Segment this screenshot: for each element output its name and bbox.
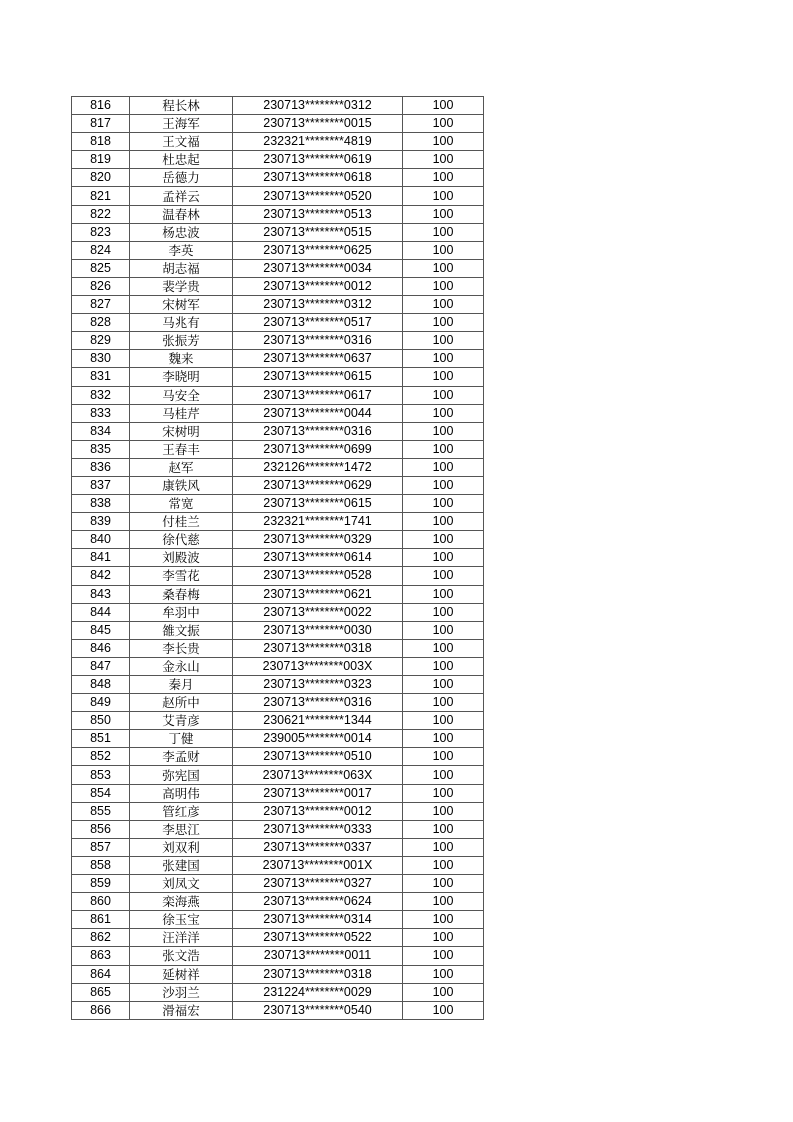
name-cell: 宋树军: [130, 296, 233, 314]
table-row: [72, 802, 484, 820]
name-cell: 魏来: [130, 350, 233, 368]
row-number-cell: 866: [72, 1001, 130, 1019]
name-cell: 胡志福: [130, 259, 233, 277]
id-number-cell: 230713********0318: [233, 639, 403, 657]
id-number-cell: 230713********0337: [233, 838, 403, 856]
id-number-cell: 230713********0017: [233, 784, 403, 802]
row-number-cell: 854: [72, 784, 130, 802]
row-number-cell: 843: [72, 585, 130, 603]
name-cell: 弥宪国: [130, 766, 233, 784]
row-number-cell: 828: [72, 314, 130, 332]
id-number-cell: 232321********1741: [233, 513, 403, 531]
amount-cell: 100: [403, 151, 484, 169]
row-number-cell: 853: [72, 766, 130, 784]
table-row: [72, 676, 484, 694]
amount-cell: 100: [403, 802, 484, 820]
id-number-cell: 230713********063X: [233, 766, 403, 784]
amount-cell: 100: [403, 549, 484, 567]
name-cell: 马兆有: [130, 314, 233, 332]
name-cell: 汪洋洋: [130, 929, 233, 947]
name-cell: 延树祥: [130, 965, 233, 983]
amount-cell: 100: [403, 404, 484, 422]
amount-cell: 100: [403, 929, 484, 947]
row-number-cell: 835: [72, 440, 130, 458]
id-number-cell: 230713********0615: [233, 495, 403, 513]
amount-cell: 100: [403, 639, 484, 657]
row-number-cell: 849: [72, 694, 130, 712]
name-cell: 李思江: [130, 820, 233, 838]
table-row: [72, 404, 484, 422]
row-number-cell: 857: [72, 838, 130, 856]
table-row: [72, 458, 484, 476]
id-number-cell: 230713********0540: [233, 1001, 403, 1019]
row-number-cell: 848: [72, 676, 130, 694]
id-number-cell: 230713********0515: [233, 223, 403, 241]
amount-cell: 100: [403, 838, 484, 856]
name-cell: 赵军: [130, 458, 233, 476]
amount-cell: 100: [403, 1001, 484, 1019]
id-number-cell: 230713********0030: [233, 621, 403, 639]
id-number-cell: 230713********0314: [233, 911, 403, 929]
id-number-cell: 230713********0312: [233, 97, 403, 115]
id-number-cell: 231224********0029: [233, 983, 403, 1001]
id-number-cell: 230713********0621: [233, 585, 403, 603]
table-row: [72, 712, 484, 730]
table-row: [72, 115, 484, 133]
name-cell: 管红彦: [130, 802, 233, 820]
table-row: [72, 838, 484, 856]
amount-cell: 100: [403, 531, 484, 549]
table-row: [72, 495, 484, 513]
name-cell: 李雪花: [130, 567, 233, 585]
table-row: [72, 440, 484, 458]
id-number-cell: 230713********0044: [233, 404, 403, 422]
row-number-cell: 846: [72, 639, 130, 657]
row-number-cell: 855: [72, 802, 130, 820]
table-row: [72, 277, 484, 295]
name-cell: 徐代慈: [130, 531, 233, 549]
row-number-cell: 840: [72, 531, 130, 549]
name-cell: 张振芳: [130, 332, 233, 350]
amount-cell: 100: [403, 875, 484, 893]
table-row: [72, 983, 484, 1001]
amount-cell: 100: [403, 115, 484, 133]
table-row: [72, 639, 484, 657]
row-number-cell: 833: [72, 404, 130, 422]
id-number-cell: 230713********0012: [233, 802, 403, 820]
amount-cell: 100: [403, 223, 484, 241]
name-cell: 马桂芹: [130, 404, 233, 422]
table-row: [72, 314, 484, 332]
id-number-cell: 230713********0615: [233, 368, 403, 386]
row-number-cell: 824: [72, 241, 130, 259]
name-cell: 程长林: [130, 97, 233, 115]
amount-cell: 100: [403, 386, 484, 404]
amount-cell: 100: [403, 97, 484, 115]
name-cell: 滑福宏: [130, 1001, 233, 1019]
amount-cell: 100: [403, 440, 484, 458]
name-cell: 宋树明: [130, 422, 233, 440]
id-number-cell: 230713********0699: [233, 440, 403, 458]
table-row: [72, 875, 484, 893]
amount-cell: 100: [403, 657, 484, 675]
id-number-cell: 230713********0034: [233, 259, 403, 277]
row-number-cell: 816: [72, 97, 130, 115]
amount-cell: 100: [403, 133, 484, 151]
row-number-cell: 842: [72, 567, 130, 585]
amount-cell: 100: [403, 513, 484, 531]
table-row: [72, 476, 484, 494]
name-cell: 裴学贵: [130, 277, 233, 295]
id-number-cell: 230713********0522: [233, 929, 403, 947]
amount-cell: 100: [403, 965, 484, 983]
name-cell: 杨忠波: [130, 223, 233, 241]
name-cell: 王海军: [130, 115, 233, 133]
table-row: [72, 820, 484, 838]
id-number-cell: 230713********0520: [233, 187, 403, 205]
row-number-cell: 865: [72, 983, 130, 1001]
amount-cell: 100: [403, 947, 484, 965]
row-number-cell: 838: [72, 495, 130, 513]
amount-cell: 100: [403, 476, 484, 494]
id-number-cell: 230713********0617: [233, 386, 403, 404]
amount-cell: 100: [403, 856, 484, 874]
name-cell: 刘双利: [130, 838, 233, 856]
table-row: [72, 97, 484, 115]
id-number-cell: 230713********0312: [233, 296, 403, 314]
amount-cell: 100: [403, 911, 484, 929]
row-number-cell: 858: [72, 856, 130, 874]
data-table: [71, 96, 484, 1020]
row-number-cell: 830: [72, 350, 130, 368]
table-row: [72, 694, 484, 712]
name-cell: 高明伟: [130, 784, 233, 802]
table-row: [72, 133, 484, 151]
amount-cell: 100: [403, 983, 484, 1001]
table-row: [72, 386, 484, 404]
row-number-cell: 859: [72, 875, 130, 893]
table-row: [72, 187, 484, 205]
amount-cell: 100: [403, 730, 484, 748]
row-number-cell: 817: [72, 115, 130, 133]
name-cell: 李晓明: [130, 368, 233, 386]
name-cell: 牟羽中: [130, 603, 233, 621]
id-number-cell: 230713********0316: [233, 332, 403, 350]
row-number-cell: 851: [72, 730, 130, 748]
table-row: [72, 621, 484, 639]
table-row: [72, 784, 484, 802]
table-body: [72, 97, 484, 1020]
amount-cell: 100: [403, 712, 484, 730]
amount-cell: 100: [403, 676, 484, 694]
name-cell: 王文福: [130, 133, 233, 151]
row-number-cell: 862: [72, 929, 130, 947]
name-cell: 刘殿波: [130, 549, 233, 567]
name-cell: 丁健: [130, 730, 233, 748]
row-number-cell: 821: [72, 187, 130, 205]
id-number-cell: 230713********0637: [233, 350, 403, 368]
id-number-cell: 230713********001X: [233, 856, 403, 874]
row-number-cell: 825: [72, 259, 130, 277]
name-cell: 王春丰: [130, 440, 233, 458]
table-row: [72, 368, 484, 386]
name-cell: 康铁风: [130, 476, 233, 494]
table-row: [72, 296, 484, 314]
table-row: [72, 893, 484, 911]
name-cell: 桑春梅: [130, 585, 233, 603]
name-cell: 李孟财: [130, 748, 233, 766]
id-number-cell: 232321********4819: [233, 133, 403, 151]
id-number-cell: 230713********0513: [233, 205, 403, 223]
amount-cell: 100: [403, 820, 484, 838]
name-cell: 金永山: [130, 657, 233, 675]
amount-cell: 100: [403, 567, 484, 585]
amount-cell: 100: [403, 585, 484, 603]
id-number-cell: 230713********0624: [233, 893, 403, 911]
row-number-cell: 847: [72, 657, 130, 675]
table-row: [72, 350, 484, 368]
id-number-cell: 230713********0022: [233, 603, 403, 621]
table-row: [72, 205, 484, 223]
amount-cell: 100: [403, 187, 484, 205]
amount-cell: 100: [403, 422, 484, 440]
table-row: [72, 911, 484, 929]
row-number-cell: 834: [72, 422, 130, 440]
row-number-cell: 822: [72, 205, 130, 223]
name-cell: 岳德力: [130, 169, 233, 187]
name-cell: 栾海燕: [130, 893, 233, 911]
name-cell: 温春林: [130, 205, 233, 223]
table-row: [72, 603, 484, 621]
name-cell: 杜忠起: [130, 151, 233, 169]
id-number-cell: 232126********1472: [233, 458, 403, 476]
table-row: [72, 549, 484, 567]
id-number-cell: 230713********0323: [233, 676, 403, 694]
amount-cell: 100: [403, 368, 484, 386]
id-number-cell: 230713********0333: [233, 820, 403, 838]
name-cell: 马安全: [130, 386, 233, 404]
row-number-cell: 863: [72, 947, 130, 965]
id-number-cell: 230713********0318: [233, 965, 403, 983]
row-number-cell: 829: [72, 332, 130, 350]
id-number-cell: 230713********0618: [233, 169, 403, 187]
name-cell: 徐玉宝: [130, 911, 233, 929]
row-number-cell: 837: [72, 476, 130, 494]
table-row: [72, 748, 484, 766]
id-number-cell: 230713********0629: [233, 476, 403, 494]
id-number-cell: 230621********1344: [233, 712, 403, 730]
id-number-cell: 230713********0625: [233, 241, 403, 259]
id-number-cell: 230713********0517: [233, 314, 403, 332]
amount-cell: 100: [403, 205, 484, 223]
amount-cell: 100: [403, 893, 484, 911]
row-number-cell: 820: [72, 169, 130, 187]
name-cell: 张文浩: [130, 947, 233, 965]
row-number-cell: 836: [72, 458, 130, 476]
name-cell: 付桂兰: [130, 513, 233, 531]
name-cell: 李英: [130, 241, 233, 259]
table-row: [72, 856, 484, 874]
row-number-cell: 823: [72, 223, 130, 241]
table-row: [72, 657, 484, 675]
table-row: [72, 585, 484, 603]
id-number-cell: 230713********0327: [233, 875, 403, 893]
table-row: [72, 1001, 484, 1019]
id-number-cell: 230713********0316: [233, 694, 403, 712]
table-row: [72, 259, 484, 277]
row-number-cell: 844: [72, 603, 130, 621]
table-row: [72, 151, 484, 169]
amount-cell: 100: [403, 748, 484, 766]
table-row: [72, 766, 484, 784]
amount-cell: 100: [403, 332, 484, 350]
id-number-cell: 230713********0619: [233, 151, 403, 169]
id-number-cell: 230713********0510: [233, 748, 403, 766]
row-number-cell: 826: [72, 277, 130, 295]
name-cell: 艾青彦: [130, 712, 233, 730]
name-cell: 沙羽兰: [130, 983, 233, 1001]
id-number-cell: 230713********003X: [233, 657, 403, 675]
row-number-cell: 856: [72, 820, 130, 838]
amount-cell: 100: [403, 603, 484, 621]
amount-cell: 100: [403, 458, 484, 476]
table-row: [72, 929, 484, 947]
id-number-cell: 230713********0528: [233, 567, 403, 585]
amount-cell: 100: [403, 784, 484, 802]
row-number-cell: 839: [72, 513, 130, 531]
table-row: [72, 730, 484, 748]
amount-cell: 100: [403, 241, 484, 259]
id-number-cell: 230713********0316: [233, 422, 403, 440]
amount-cell: 100: [403, 259, 484, 277]
name-cell: 刘凤文: [130, 875, 233, 893]
table-row: [72, 567, 484, 585]
amount-cell: 100: [403, 277, 484, 295]
row-number-cell: 861: [72, 911, 130, 929]
id-number-cell: 230713********0011: [233, 947, 403, 965]
amount-cell: 100: [403, 296, 484, 314]
table-row: [72, 223, 484, 241]
id-number-cell: 230713********0614: [233, 549, 403, 567]
row-number-cell: 832: [72, 386, 130, 404]
name-cell: 张建国: [130, 856, 233, 874]
row-number-cell: 860: [72, 893, 130, 911]
amount-cell: 100: [403, 621, 484, 639]
row-number-cell: 852: [72, 748, 130, 766]
row-number-cell: 841: [72, 549, 130, 567]
table-row: [72, 332, 484, 350]
amount-cell: 100: [403, 169, 484, 187]
name-cell: 孟祥云: [130, 187, 233, 205]
row-number-cell: 850: [72, 712, 130, 730]
table-row: [72, 965, 484, 983]
amount-cell: 100: [403, 495, 484, 513]
amount-cell: 100: [403, 350, 484, 368]
row-number-cell: 831: [72, 368, 130, 386]
row-number-cell: 818: [72, 133, 130, 151]
name-cell: 赵所中: [130, 694, 233, 712]
row-number-cell: 845: [72, 621, 130, 639]
id-number-cell: 239005********0014: [233, 730, 403, 748]
name-cell: 雒文振: [130, 621, 233, 639]
table-row: [72, 947, 484, 965]
name-cell: 常宽: [130, 495, 233, 513]
table-row: [72, 169, 484, 187]
amount-cell: 100: [403, 694, 484, 712]
id-number-cell: 230713********0015: [233, 115, 403, 133]
amount-cell: 100: [403, 314, 484, 332]
row-number-cell: 827: [72, 296, 130, 314]
amount-cell: 100: [403, 766, 484, 784]
row-number-cell: 819: [72, 151, 130, 169]
row-number-cell: 864: [72, 965, 130, 983]
name-cell: 李长贵: [130, 639, 233, 657]
name-cell: 秦月: [130, 676, 233, 694]
table-row: [72, 531, 484, 549]
table-row: [72, 241, 484, 259]
id-number-cell: 230713********0329: [233, 531, 403, 549]
table-row: [72, 513, 484, 531]
table-row: [72, 422, 484, 440]
id-number-cell: 230713********0012: [233, 277, 403, 295]
